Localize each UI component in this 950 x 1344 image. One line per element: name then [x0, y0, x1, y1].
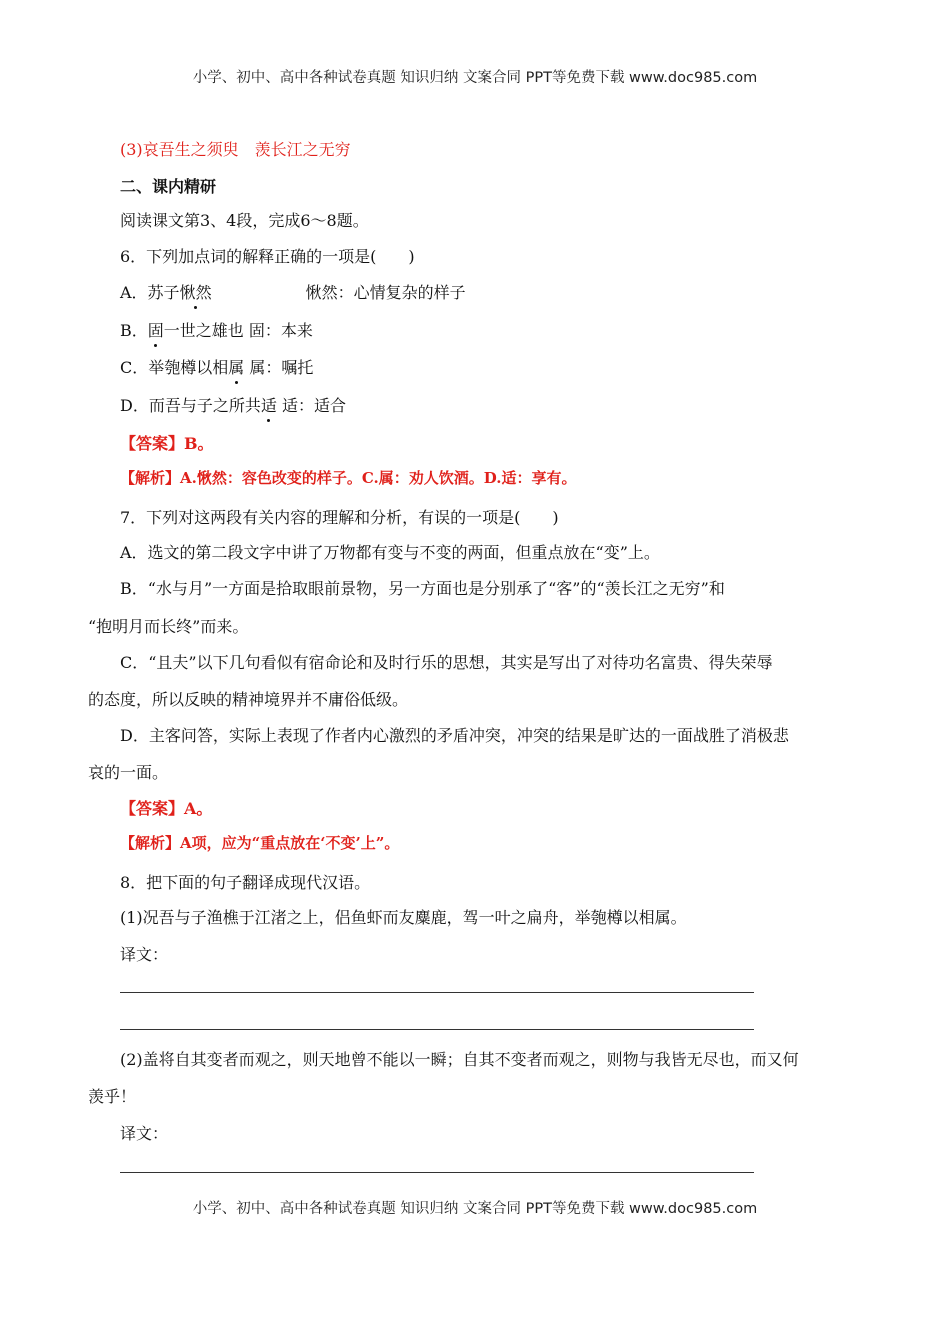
answer-line-1[interactable] — [120, 992, 754, 993]
q7-stem: 7．下列对这两段有关内容的理解和分析，有误的一项是( ) — [120, 508, 559, 527]
section-instruction: 阅读课文第3、4段，完成6～8题。 — [120, 211, 369, 230]
q7-option-d-line2: 哀的一面。 — [88, 763, 169, 782]
q7-option-a: A．选文的第二段文字中讲了万物都有变与不变的两面，但重点放在“变”上。 — [120, 543, 660, 562]
q6-answer: 【答案】B。 — [120, 434, 214, 453]
page-header: 小学、初中、高中各种试卷真题 知识归纳 文案合同 PPT等免费下载 www.doc985.com — [192, 70, 758, 86]
q7-option-d-line1: D．主客问答，实际上表现了作者内心激烈的矛盾冲突，冲突的结果是旷达的一面战胜了消极悲 — [120, 726, 789, 745]
q6-option-b: B．固一世之雄也 固：本来 — [120, 318, 313, 341]
q6-analysis: 【解析】A.愀然：容色改变的样子。C.属：劝人饮酒。D.适：享有。 — [120, 469, 577, 487]
q7-option-b-line1: B．“水与月”一方面是拾取眼前景物，另一方面也是分别承了“客”的“羡长江之无穷”和 — [120, 579, 725, 598]
q7-analysis: 【解析】A项，应为“重点放在‘不变’上”。 — [120, 834, 400, 852]
previous-answer: (3)哀吾生之须臾 羡长江之无穷 — [120, 140, 351, 159]
q8-sentence-2-line1: (2)盖将自其变者而观之，则天地曾不能以一瞬；自其不变者而观之，则物与我皆无尽也，而又何 — [120, 1050, 799, 1069]
q8-sentence-2-line2: 羡乎！ — [88, 1087, 137, 1106]
q6-stem: 6．下列加点词的解释正确的一项是( ) — [120, 247, 415, 266]
q7-option-c-line2: 的态度，所以反映的精神境界并不庸俗低级。 — [88, 690, 409, 709]
q6-option-a: A．苏子愀然 愀然：心情复杂的样子 — [120, 280, 466, 303]
q8-stem: 8．把下面的句子翻译成现代汉语。 — [120, 873, 371, 892]
answer-line-3[interactable] — [120, 1172, 754, 1173]
section-title: 二、课内精研 — [120, 177, 217, 196]
q6-option-d: D．而吾与子之所共适 适：适合 — [120, 393, 346, 416]
q6-option-c: C．举匏樽以相属 属：嘱托 — [120, 355, 313, 378]
q8-translation-label-1: 译文： — [120, 945, 169, 964]
q8-sentence-1: (1)况吾与子渔樵于江渚之上，侣鱼虾而友麋鹿，驾一叶之扁舟，举匏樽以相属。 — [120, 908, 687, 927]
q7-option-c-line1: C．“且夫”以下几句看似有宿命论和及时行乐的思想，其实是写出了对待功名富贵、得失荣辱 — [120, 653, 773, 672]
q7-option-b-line2: “抱明月而长终”而来。 — [88, 617, 249, 636]
q8-translation-label-2: 译文： — [120, 1124, 169, 1143]
page-footer: 小学、初中、高中各种试卷真题 知识归纳 文案合同 PPT等免费下载 www.doc985.com — [192, 1201, 758, 1217]
answer-line-2[interactable] — [120, 1029, 754, 1030]
q7-answer: 【答案】A。 — [120, 799, 213, 818]
